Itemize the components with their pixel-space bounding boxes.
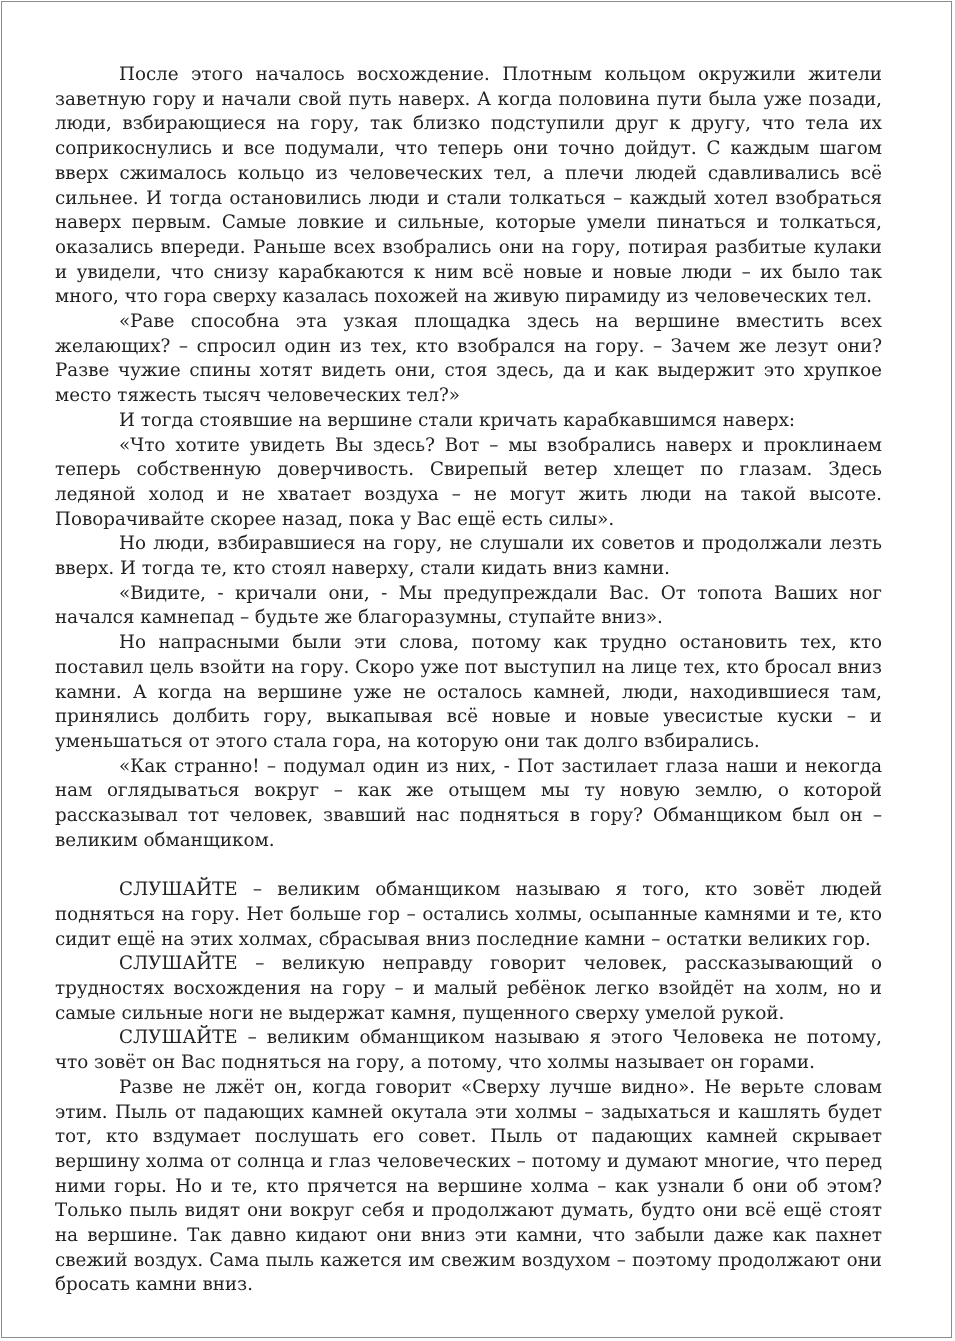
- paragraph-listen-2: СЛУШАЙТЕ – великую неправду говорит человек, рассказывающий о трудностях восхождения на гору – и малый ребёнок легко взойдёт на холм, но и самые сильные ноги не выдержат камня, пущенного сверху умелой рукой.: [55, 953, 882, 1024]
- document-page: [1, 1, 952, 1338]
- paragraph-digging: Но напрасными были эти слова, потому как трудно остановить тех, кто поставил цель взойти на гору. Скоро уже пот выступил на лице тех, кто бросал вниз камни. А когда на вершине уже не осталось камней, люди, находившиеся там, принялись долбить гору, выкапывая всё новые и новые увесистые куски – и уменьшаться от этого стала гора, на которую они так долго взбирались.: [55, 632, 882, 752]
- paragraph-listen-3: СЛУШАЙТЕ – великим обманщиком называю я этого Человека не потому, что зовёт он Вас подняться на гору, а потому, что холмы называет он горами.: [55, 1027, 882, 1074]
- paragraph-ascent: После этого началось восхождение. Плотным кольцом окружили жители заветную гору и начали свой путь наверх. А когда половина пути была уже позади, люди, взбирающиеся на гору, так близко подступили друг к другу, что тела их соприкоснулись и все подумали, что теперь они точно дойдут. С каждым шагом вверх сжималось кольцо из человеческих тел, а плечи людей сдавливались всё сильнее. И тогда остановились люди и стали толкаться – каждый хотел взобраться наверх первым. Самые ловкие и сильные, которые умели пинаться и толкаться, оказались впереди. Раньше всех взобрались они на гору, потирая разбитые кулаки и увидели, что снизу карабкаются к ним всё новые и новые люди – их было так много, что гора сверху казалась похожей на живую пирамиду из человеческих тел.: [55, 64, 882, 308]
- paragraph-stones-thrown: Но люди, взбиравшиеся на гору, не слушали их советов и продолжали лезть вверх. И тогда те, кто стоял наверху, стали кидать вниз камни.: [55, 533, 882, 580]
- document-body: [55, 63, 882, 1298]
- paragraph-rockfall: «Видите, - кричали они, - Мы предупреждали Вас. От топота Ваших ног начался камнепад – будьте же благоразумны, ступайте вниз».: [55, 582, 882, 629]
- paragraph-dust: Разве не лжёт он, когда говорит «Сверху лучше видно». Не верьте словам этим. Пыль от падающих камней окутала эти холмы – задыхаться и кашлять будет тот, кто вздумает послушать его совет. Пыль от падающих камней скрывает вершину холма от солнца и глаз человеческих – потому и думают многие, что перед ними горы. Но и те, кто прячется на вершине холма – как узнали б они об этом? Только пыль видят они вокруг себя и продолжают думать, будто они всё ещё стоят на вершине. Так давно кидают они вниз эти камни, что забыли даже как пахнет свежий воздух. Сама пыль кажется им свежим воздухом – поэтому продолжают они бросать камни вниз.: [55, 1076, 882, 1296]
- paragraph-listen-1: СЛУШАЙТЕ – великим обманщиком называю я того, кто зовёт людей подняться на гору. Нет больше гор – остались холмы, осыпанные камнями и те, кто сидит ещё на этих холмах, сбрасывая вниз последние камни – остатки великих гор.: [55, 879, 882, 950]
- paragraph-narrow-platform: «Раве способна эта узкая площадка здесь на вершине вместить всех желающих? – спросил один из тех, кто взобрался на гору. – Зачем же лезут они? Разве чужие спины хотят видеть они, стоя здесь, да и как выдержит это хрупкое место тяжесть тысяч человеческих тел?»: [55, 311, 882, 407]
- paragraph-deceiver: «Как странно! – подумал один из них, - Пот застилает глаза наши и некогда нам оглядываться вокруг – как же отыщем мы ту новую землю, о которой рассказывал тот человек, звавший нас подняться в гору? Обманщиком был он – великим обманщиком.: [55, 755, 882, 851]
- paragraph-shouting: И тогда стоявшие на вершине стали кричать карабкавшимся наверх:: [119, 409, 796, 431]
- section-spacer: [55, 854, 882, 879]
- paragraph-warning: «Что хотите увидеть Вы здесь? Вот – мы взобрались наверх и проклинаем теперь собственную доверчивость. Свирепый ветер хлещет по глазам. Здесь ледяной холод и не хватает воздуха – не могут жить люди на такой высоте. Поворачивайте скорее назад, пока у Вас ещё есть силы».: [55, 434, 882, 530]
